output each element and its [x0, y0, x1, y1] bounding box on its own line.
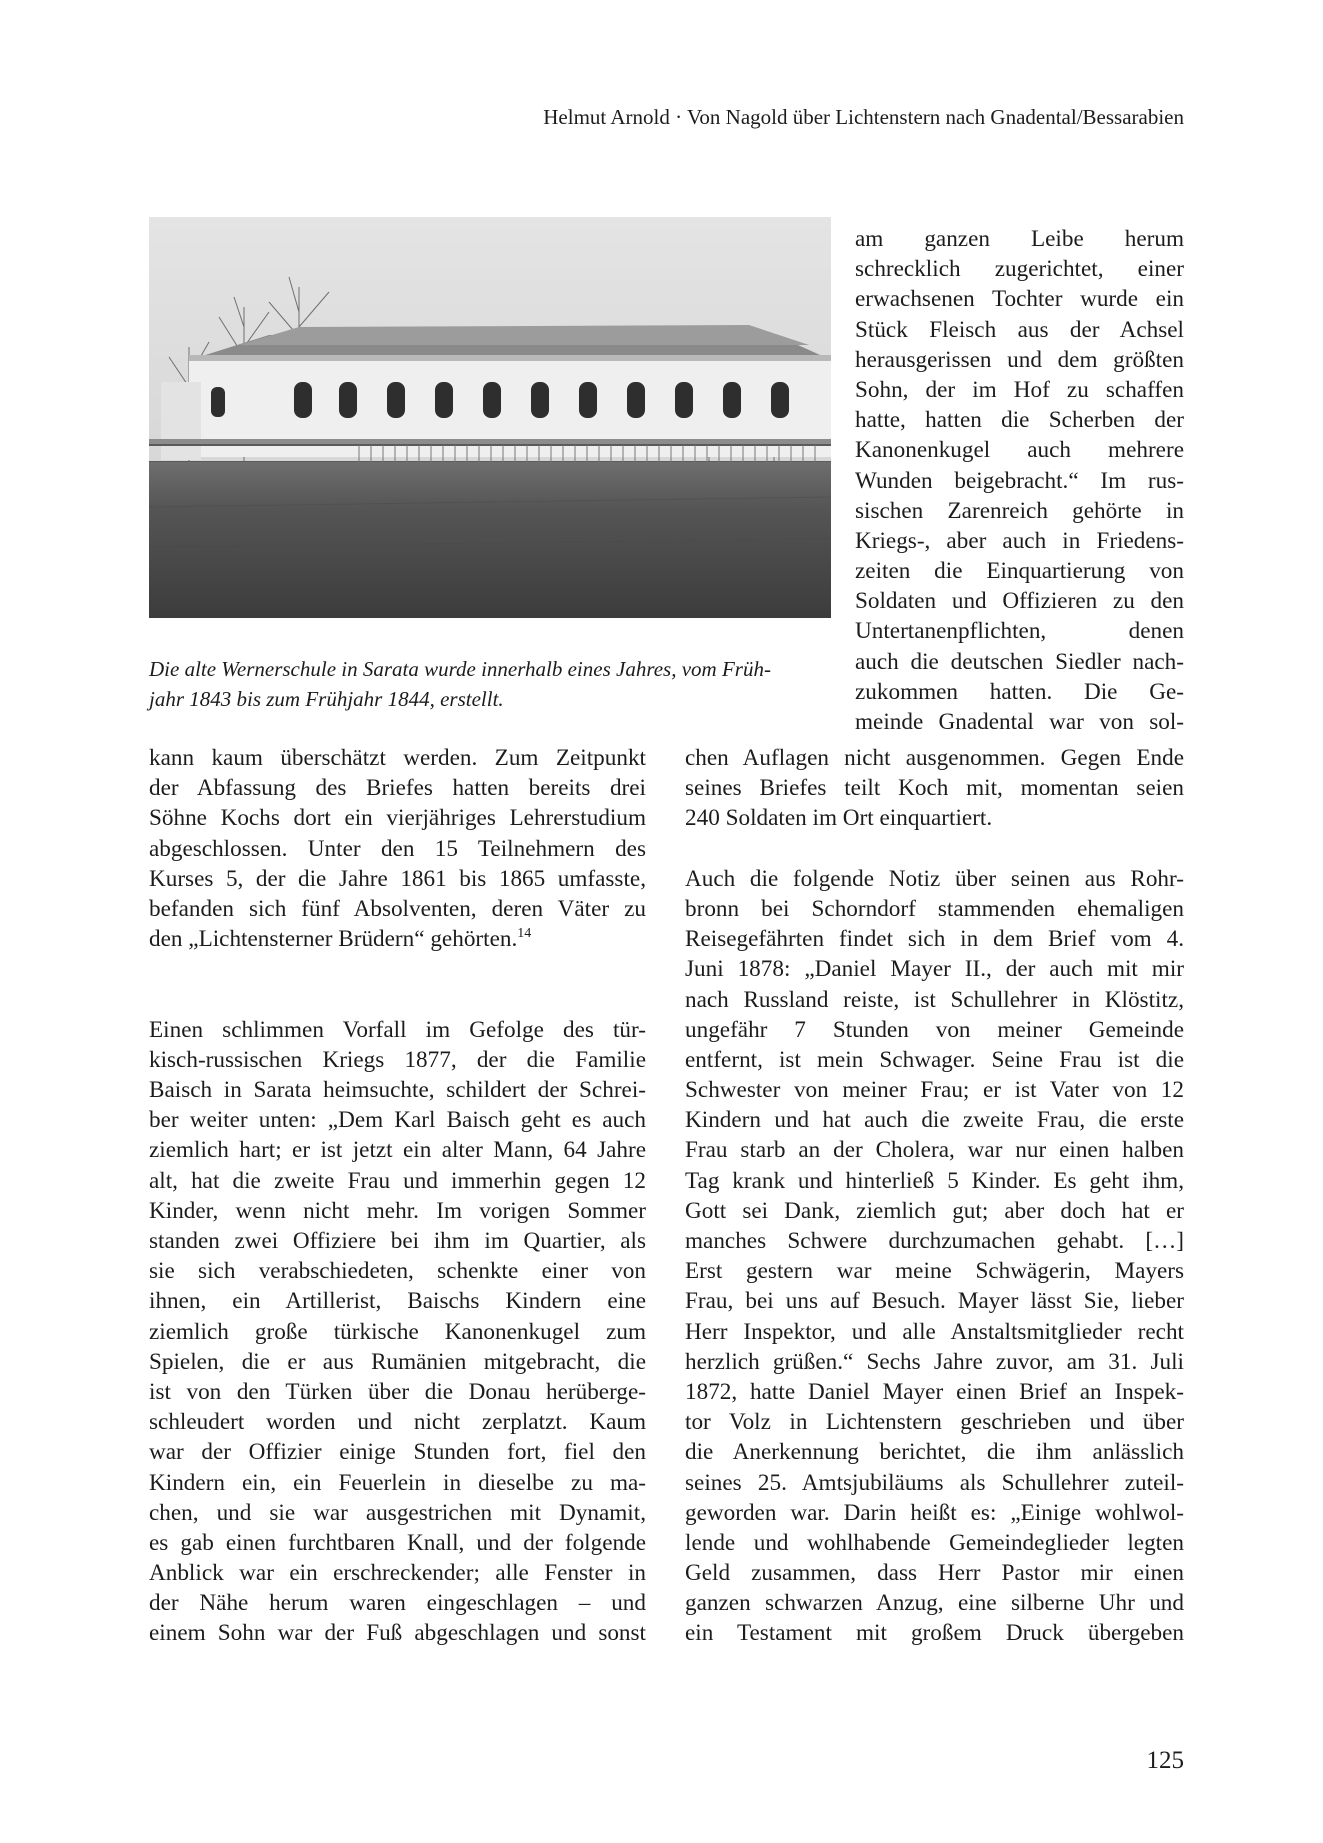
text-line: entfernt, ist mein Schwager. Seine Frau ist die	[685, 1046, 1184, 1073]
text-line: herausgerissen und dem größten	[855, 346, 1184, 373]
figure-caption	[149, 654, 821, 714]
text-line: Frau starb an der Cholera, war nur einen halben	[685, 1137, 1184, 1164]
figure-photo	[149, 217, 831, 618]
text-line: 1872, hatte Daniel Mayer einen Brief an Inspek-	[685, 1378, 1184, 1405]
paragraph-right-1	[685, 743, 1184, 834]
text-line: den „Lichtensterner Brüdern“ gehörten.	[149, 926, 518, 953]
text-line: sie sich verabschiedeten, schenkte einer von	[149, 1258, 646, 1285]
text-line: Tag krank und hinterließ 5 Kinder. Es geht ihm,	[685, 1167, 1184, 1194]
text-line: war der Offizier einige Stunden fort, fiel den	[149, 1439, 646, 1466]
text-line: Geld zusammen, dass Herr Pastor mir einen	[685, 1560, 1184, 1587]
text-column-top-right	[855, 224, 1184, 737]
text-line: ungefähr 7 Stunden von meiner Gemeinde	[685, 1016, 1184, 1043]
paragraph-left-1	[149, 743, 646, 924]
paragraph-right-2	[685, 864, 1184, 1649]
text-line: Baisch in Sarata heimsuchte, schildert der Schrei-	[149, 1077, 646, 1104]
text-line: ist von den Türken über die Donau herüberge-	[149, 1378, 646, 1405]
text-line: ein Testament mit großem Druck übergeben	[685, 1620, 1184, 1647]
text-line: bronn bei Schorndorf stammenden ehemaligen	[685, 895, 1184, 922]
text-line: Reisegefährten findet sich in dem Brief vom 4.	[685, 926, 1184, 953]
text-line: am ganzen Leibe herum	[855, 226, 1184, 252]
text-line: abgeschlossen. Unter den 15 Teilnehmern des	[149, 835, 646, 862]
text-line: einem Sohn war der Fuß abgeschlagen und sonst	[149, 1620, 646, 1647]
text-line: Schwester von meiner Frau; er ist Vater von 12	[685, 1077, 1184, 1104]
text-line: chen Auflagen nicht ausgenommen. Gegen Ende	[685, 745, 1184, 771]
text-line: Kriegs-, aber auch in Friedens-	[855, 527, 1184, 554]
text-line: erwachsenen Tochter wurde ein	[855, 286, 1184, 313]
text-line: ber weiter unten: „Dem Karl Baisch geht es auch	[149, 1107, 646, 1134]
caption-line: Die alte Wernerschule in Sarata wurde innerhalb eines Jahres, vom Früh-	[149, 657, 771, 681]
text-line: auch die deutschen Siedler nach-	[855, 648, 1184, 675]
text-line: seines 25. Amtsjubiläums als Schullehrer zuteil-	[685, 1469, 1184, 1496]
text-line: standen zwei Offiziere bei ihm im Quartier, als	[149, 1228, 646, 1255]
text-line: manches Schwere durchzumachen gehabt. […]	[685, 1228, 1184, 1254]
text-line: Erst gestern war meine Schwägerin, Mayers	[685, 1258, 1184, 1285]
text-line: Kurses 5, der die Jahre 1861 bis 1865 umfasste,	[149, 865, 646, 892]
text-line: Wunden beigebracht.“ Im rus-	[855, 467, 1184, 494]
text-line: kisch-russischen Kriegs 1877, der die Familie	[149, 1046, 646, 1073]
text-line: meinde Gnadental war von sol-	[855, 709, 1184, 735]
caption-line: jahr 1843 bis zum Frühjahr 1844, erstellt.	[149, 687, 504, 711]
text-line: schrecklich zugerichtet, einer	[855, 256, 1184, 283]
text-column-left	[149, 743, 646, 1649]
text-line: seines Briefes teilt Koch mit, momentan seien	[685, 775, 1184, 802]
text-line: Auch die folgende Notiz über seinen aus Rohr-	[685, 865, 1184, 892]
text-line: der Abfassung des Briefes hatten bereits drei	[149, 775, 646, 802]
text-line: zeiten die Einquartierung von	[855, 558, 1184, 585]
text-line: Stück Fleisch aus der Achsel	[855, 316, 1184, 343]
text-line: der Nähe herum waren eingeschlagen – und	[149, 1590, 646, 1617]
text-line: nach Russland reiste, ist Schullehrer in Klöstitz,	[685, 986, 1184, 1013]
text-line: Soldaten und Offizieren zu den	[855, 588, 1184, 615]
text-line: Gott sei Dank, ziemlich gut; aber doch hat er	[685, 1197, 1184, 1224]
text-line: ziemlich große türkische Kanonenkugel zum	[149, 1318, 646, 1345]
text-column-right	[685, 743, 1184, 1649]
paragraph-left-2	[149, 1015, 646, 1649]
text-line: schleudert worden und nicht zerplatzt. Kaum	[149, 1409, 646, 1436]
text-line: Frau, bei uns auf Besuch. Mayer lässt Sie, lieber	[685, 1288, 1184, 1315]
text-line: Juni 1878: „Daniel Mayer II., der auch mit mir	[685, 956, 1184, 983]
text-line: Kindern und hat auch die zweite Frau, die erste	[685, 1107, 1184, 1134]
text-line: lende und wohlhabende Gemeindeglieder legten	[685, 1529, 1184, 1556]
text-line: geworden war. Darin heißt es: „Einige wohlwol-	[685, 1499, 1184, 1526]
text-line: Herr Inspektor, und alle Anstaltsmitglieder recht	[685, 1318, 1184, 1345]
text-line: die Anerkennung berichtet, die ihm anlässlich	[685, 1439, 1184, 1466]
text-line: Spielen, die er aus Rumänien mitgebracht, die	[149, 1348, 646, 1375]
text-line: Kindern ein, ein Feuerlein in dieselbe zu ma-	[149, 1469, 646, 1496]
text-line: es gab einen furchtbaren Knall, und der folgende	[149, 1529, 646, 1556]
text-line: herzlich grüßen.“ Sechs Jahre zuvor, am 31. Juli	[685, 1348, 1184, 1375]
text-line: chen, und sie war ausgestrichen mit Dynamit,	[149, 1499, 646, 1526]
text-line: Anblick war ein erschreckender; alle Fenster in	[149, 1560, 646, 1587]
text-line: Kinder, wenn nicht mehr. Im vorigen Sommer	[149, 1197, 646, 1224]
paragraph-left-1-end	[149, 924, 646, 954]
school-building-photo	[149, 217, 831, 618]
text-line: ganzen schwarzen Anzug, eine silberne Uhr und	[685, 1590, 1184, 1617]
text-line: tor Volz in Lichtenstern geschrieben und über	[685, 1409, 1184, 1436]
text-line: Kanonenkugel auch mehrere	[855, 437, 1184, 464]
text-line: sischen Zarenreich gehörte in	[855, 497, 1184, 524]
text-line: Sohn, der im Hof zu schaffen	[855, 376, 1184, 403]
text-line: Söhne Kochs dort ein vierjähriges Lehrerstudium	[149, 805, 646, 832]
running-header: Helmut Arnold · Von Nagold über Lichtenstern nach Gnadental/Bessarabien	[543, 105, 1184, 129]
text-line: kann kaum überschätzt werden. Zum Zeitpunkt	[149, 745, 646, 771]
text-line: alt, hat die zweite Frau und immerhin gegen 12	[149, 1167, 646, 1194]
text-line: zukommen hatten. Die Ge-	[855, 678, 1184, 705]
text-line: hatte, hatten die Scherben der	[855, 407, 1184, 434]
text-line: 240 Soldaten im Ort einquartiert.	[685, 805, 993, 832]
text-line: Untertanenpflichten, denen	[855, 618, 1184, 645]
text-line: ziemlich hart; er ist jetzt ein alter Mann, 64 Jahre	[149, 1137, 646, 1164]
footnote-ref: 14	[517, 926, 532, 942]
text-line: Einen schlimmen Vorfall im Gefolge des tür-	[149, 1016, 646, 1043]
text-line: befanden sich fünf Absolventen, deren Väter zu	[149, 895, 646, 922]
page-number: 125	[1146, 1747, 1184, 1774]
text-line: ihnen, ein Artillerist, Baischs Kindern eine	[149, 1288, 646, 1315]
